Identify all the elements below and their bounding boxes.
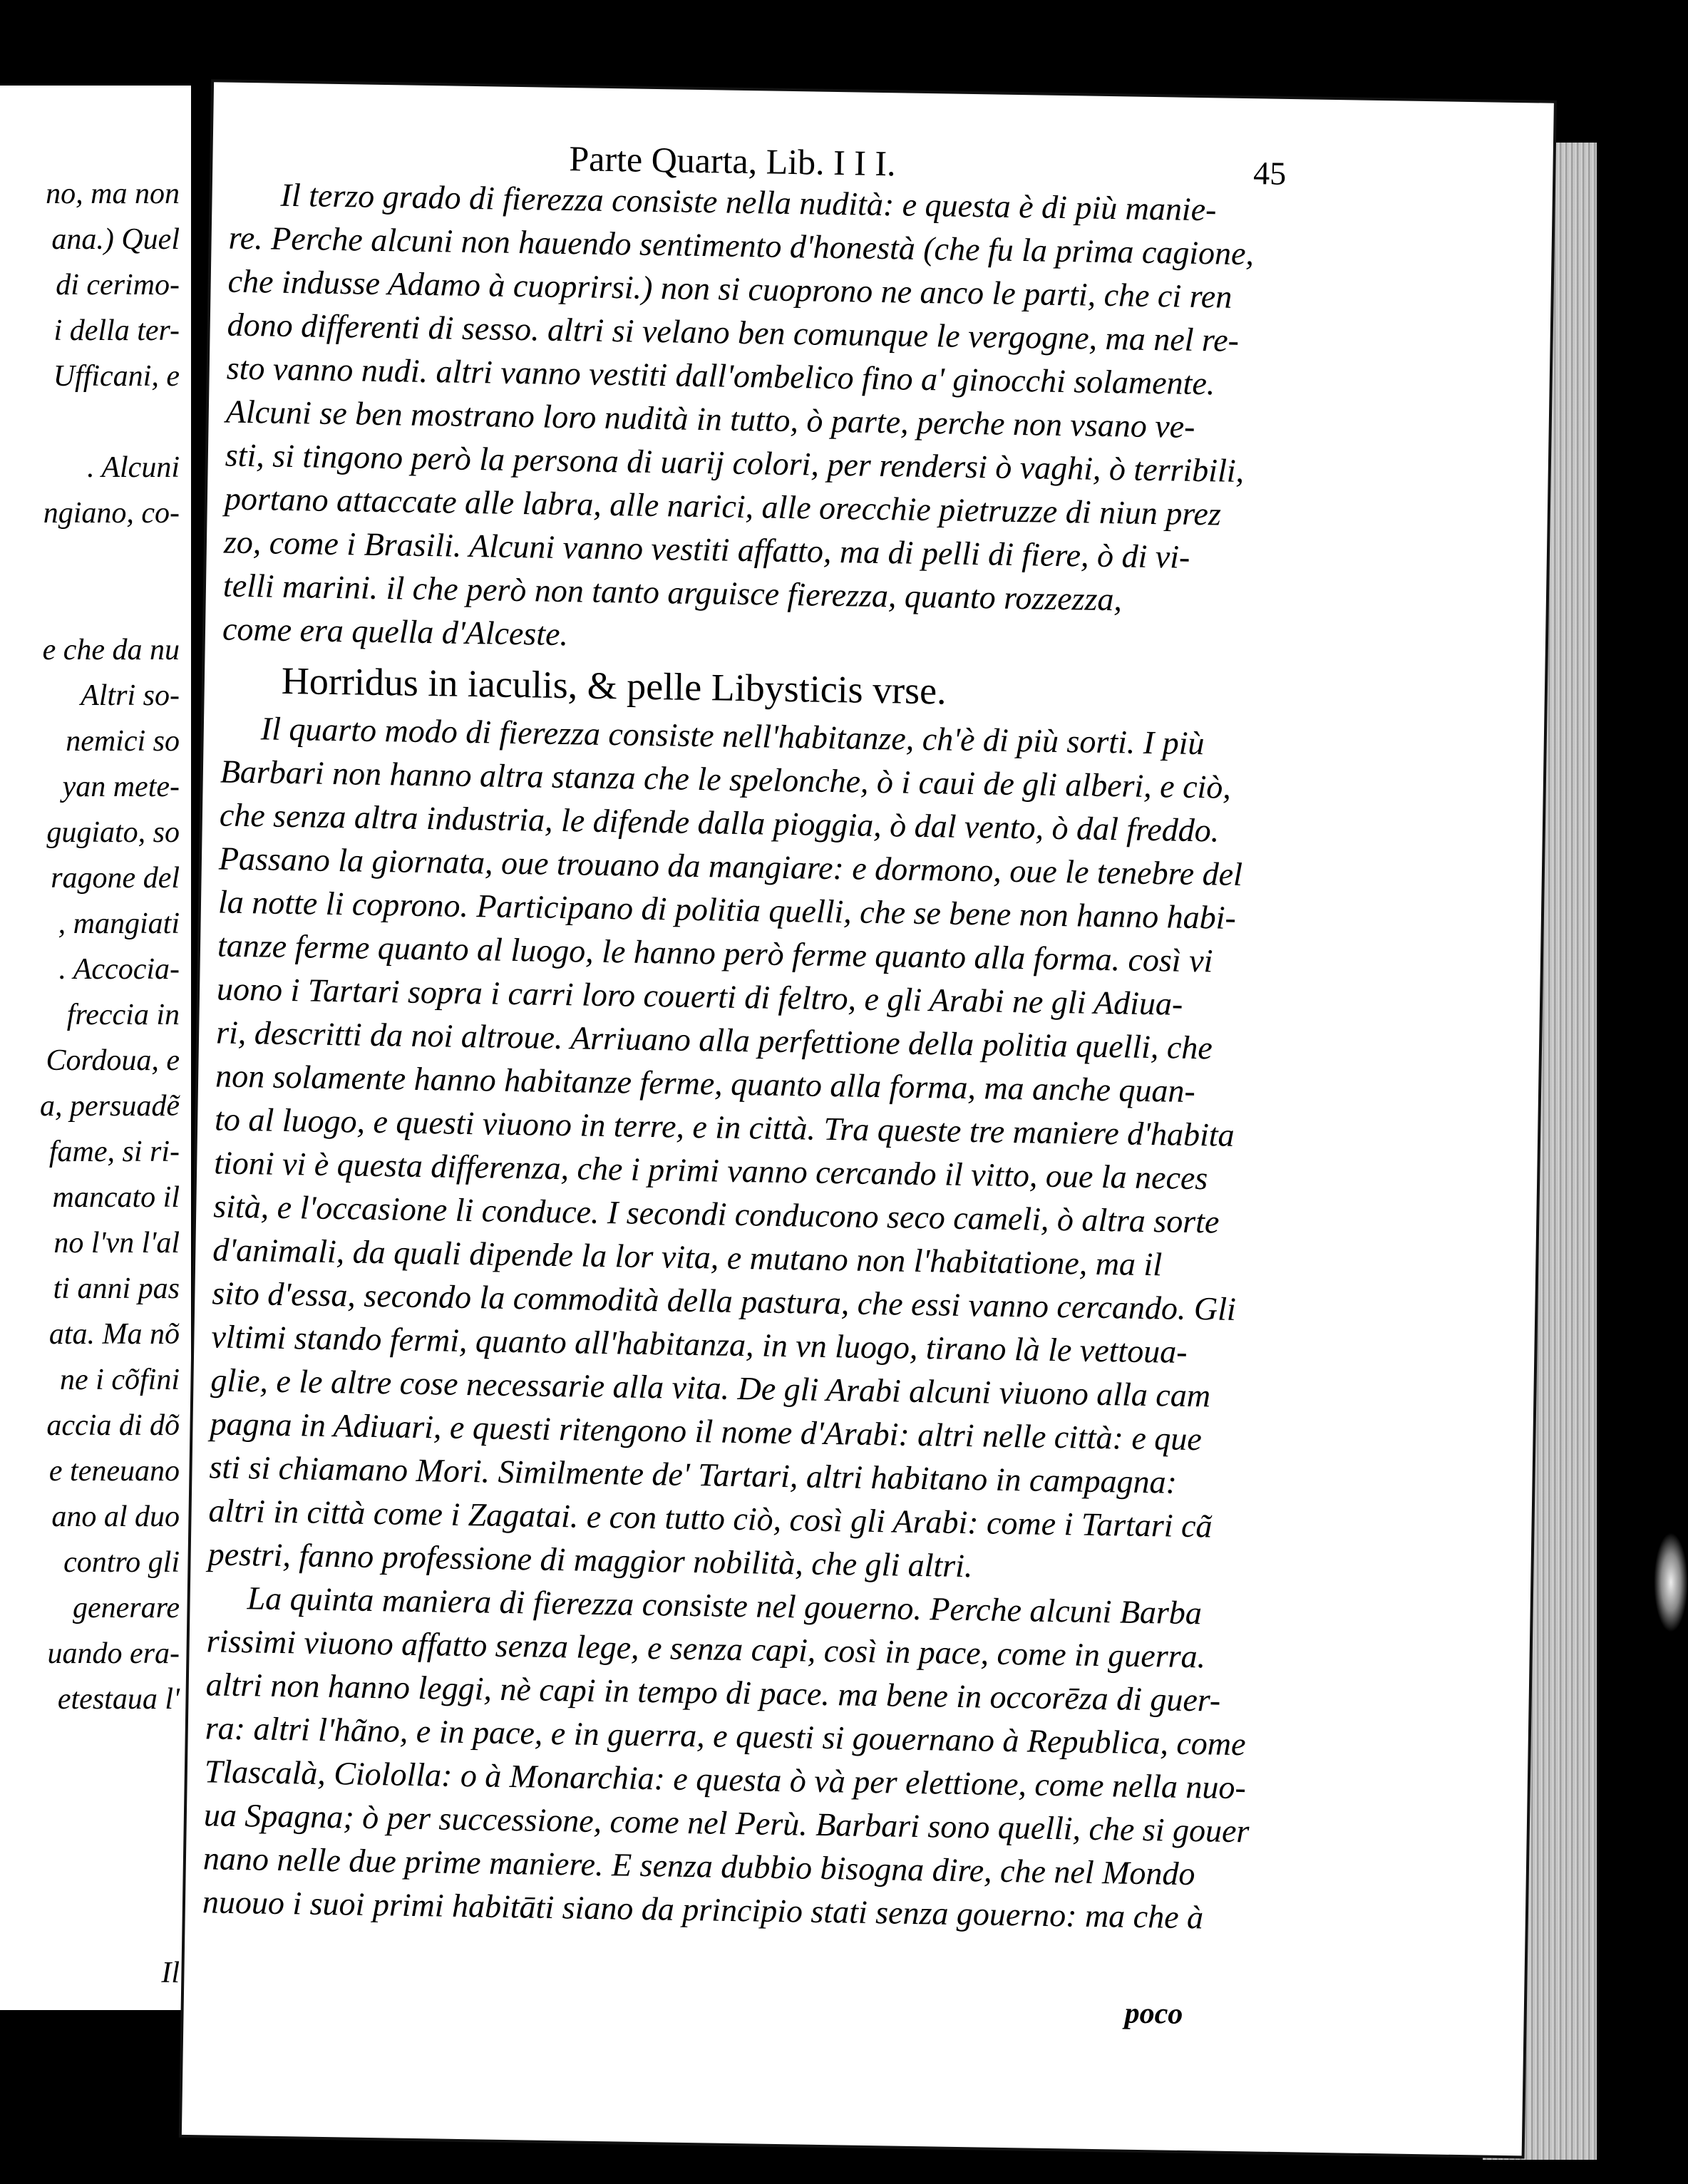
text-line: che senza altra industria, le difende dalla pioggia, ò dal vento, ò dal freddo.	[219, 796, 1220, 849]
left-page-line: . Accocia-	[58, 953, 180, 986]
left-page-line: , mangiati	[58, 907, 180, 940]
text-line: portano attaccate alle labra, alle narici, alle orecchie pietruzze di niun prez	[224, 480, 1222, 532]
text-line: dono differenti di sesso. altri si velano ben comunque le vergogne, ma nel re-	[227, 306, 1240, 359]
text-line: telli marini. il che però non tanto arguisce fierezza, quanto rozzezza,	[222, 567, 1123, 618]
text-line: Passano la giornata, oue trouano da mangiare: e dormono, oue le tenebre del	[218, 840, 1243, 893]
text-line: nuouo i suoi primi habitāti siano da principio stati senza gouerno: ma che à	[202, 1883, 1204, 1936]
left-page-line: gugiato, so	[46, 816, 180, 849]
running-head: Parte Quarta, Lib. I I I.	[569, 138, 897, 184]
text-line: ua Spagna; ò per successione, come nel Perù. Barbari sono quelli, che si gouer	[203, 1796, 1250, 1850]
text-line: altri non hanno leggi, nè capi in tempo di pace. ma bene in occorēza di guer-	[205, 1666, 1221, 1719]
left-page-line: di cerimo-	[56, 269, 180, 302]
text-line: uono i Tartari sopra i carri loro couerti di feltro, e gli Arabi ne gli Adiua-	[216, 970, 1183, 1022]
left-page-line: uando era-	[47, 1637, 180, 1670]
left-page-line: ana.) Quel	[51, 223, 180, 256]
left-page-line: no l'vn l'al	[53, 1227, 180, 1260]
text-line: sto vanno nudi. altri vanno vestiti dall'ombelico fino a' ginocchi solamente.	[226, 349, 1215, 402]
text-line: sità, e l'occasione li conduce. I secondi conducono seco cameli, ò altra sorte	[212, 1188, 1220, 1240]
left-page-line: fame, si ri-	[48, 1135, 180, 1168]
left-page-line: etestaua l'	[57, 1683, 180, 1716]
left-page-line: accia di dõ	[46, 1409, 180, 1442]
left-page-line: ne i cõfini	[60, 1364, 180, 1396]
text-line: glie, e le altre cose necessarie alla vita. De gli Arabi alcuni viuono alla cam	[210, 1361, 1211, 1414]
text-line: come era quella d'Alceste.	[222, 610, 569, 653]
left-page-line: Il	[161, 1957, 180, 1989]
scan-mark: ⁀	[1034, 2128, 1051, 2153]
left-page-line: generare	[72, 1592, 180, 1624]
catchword: poco	[1124, 1997, 1183, 2031]
text-line: d'animali, da quali dipende la lor vita, e mutano non l'habitatione, ma il	[212, 1231, 1163, 1283]
left-page-line: Altri so-	[81, 679, 180, 712]
text-line: Barbari non hanno altra stanza che le spelonche, ò i caui de gli alberi, e ciò,	[220, 753, 1232, 805]
text-line: zo, come i Brasili. Alcuni vanno vestiti affatto, ma di pelli di fiere, ò di vi-	[223, 523, 1190, 575]
left-page-line: ano al duo	[51, 1500, 180, 1533]
left-page-line: ata. Ma nõ	[48, 1318, 180, 1351]
text-line: altri in città come i Zagatai. e con tutto ciò, così gli Arabi: come i Tartari cã	[208, 1492, 1213, 1545]
text-line: Alcuni se ben mostrano loro nudità in tutto, ò parte, perche non vsano ve-	[225, 393, 1195, 445]
text-line: pestri, fanno professione di maggior nobilità, che gli altri.	[207, 1535, 973, 1585]
left-page-fragment	[0, 86, 195, 2010]
text-line: rissimi viuono affatto senza lege, e senza capi, così in pace, come in guerra.	[206, 1622, 1206, 1675]
text-line: to al luogo, e questi viuono in terre, e in città. Tra queste tre maniere d'habita	[214, 1101, 1235, 1153]
text-line: ri, descritti da noi altroue. Arriuano alla perfettione della politia quelli, che	[215, 1014, 1213, 1066]
text-line: ra: altri l'hãno, e in pace, e in guerra, e questi si gouernano à Republica, come	[205, 1709, 1246, 1763]
text-line: Il quarto modo di fierezza consiste nell'habitanze, ch'è di più sorti. I più	[260, 710, 1205, 762]
left-page-line: contro gli	[63, 1546, 180, 1579]
left-page-line: ti anni pas	[53, 1272, 180, 1305]
text-line: sito d'essa, secondo la commodità della pastura, che essi vanno cercando. Gli	[212, 1274, 1237, 1327]
latin-quotation: Horridus in iaculis, & pelle Libysticis vrse.	[281, 659, 947, 713]
text-line: Tlascalà, Ciololla: o à Monarchia: e questa ò và per elettione, come nella nuo-	[204, 1753, 1247, 1806]
left-page-line: Ufficani, e	[53, 360, 180, 393]
text-line: la notte li coprono. Participano di politia quelli, che se bene non hanno habi-	[217, 883, 1237, 936]
left-page-line: . Alcuni	[87, 451, 180, 484]
text-line: sti, si tingono però la persona di uarij colori, per rendersi ò vaghi, ò terribili,	[225, 436, 1245, 489]
page-number: 45	[1252, 155, 1287, 192]
left-page-line: e che da nu	[42, 634, 180, 666]
left-page-line: mancato il	[52, 1181, 180, 1214]
left-page-line: ngiano, co-	[43, 497, 180, 530]
scan-edge-artifact	[1654, 1533, 1688, 1632]
text-line: pagna in Adiuari, e questi ritengono il nome d'Arabi: altri nelle città: e que	[210, 1405, 1203, 1458]
left-page-line: no, ma non	[46, 177, 180, 210]
text-line: che indusse Adamo à cuoprirsi.) non si cuoprono ne anco le parti, che ci ren	[227, 262, 1232, 315]
left-page-line: Cordoua, e	[46, 1044, 180, 1077]
left-page-line: e teneuano	[48, 1455, 180, 1488]
left-page-line: freccia in	[66, 999, 180, 1031]
left-page-line: ragone del	[51, 862, 180, 895]
main-page	[182, 82, 1554, 2155]
text-line: tanze ferme quanto al luogo, le hanno però ferme quanto alla forma. così vi	[217, 927, 1213, 979]
left-page-line: i della ter-	[53, 314, 180, 347]
text-line: re. Perche alcuni non hauendo sentimento d'honestà (che fu la prima cagione,	[228, 219, 1255, 272]
text-line: La quinta maniera di fierezza consiste nel gouerno. Perche alcuni Barba	[247, 1580, 1203, 1632]
text-line: nano nelle due prime maniere. E senza dubbio bisogna dire, che nel Mondo	[202, 1840, 1195, 1892]
text-line: non solamente hanno habitanze ferme, quanto alla forma, ma anche quan-	[215, 1057, 1196, 1110]
left-page-line: nemici so	[66, 725, 180, 758]
text-line: tioni vi è questa differenza, che i primi vanno cercando il vitto, oue la neces	[213, 1144, 1208, 1197]
text-line: Il terzo grado di fierezza consiste nella nudità: e questa è di più manie-	[280, 176, 1217, 228]
left-page-line: yan mete-	[62, 771, 180, 803]
text-line: sti si chiamano Mori. Similmente de' Tartari, altri habitano in campagna:	[209, 1448, 1178, 1500]
left-page-line: a, persuadẽ	[40, 1090, 180, 1123]
text-line: vltimi stando fermi, quanto all'habitanza, in vn luogo, tirano là le vettoua-	[211, 1318, 1188, 1370]
